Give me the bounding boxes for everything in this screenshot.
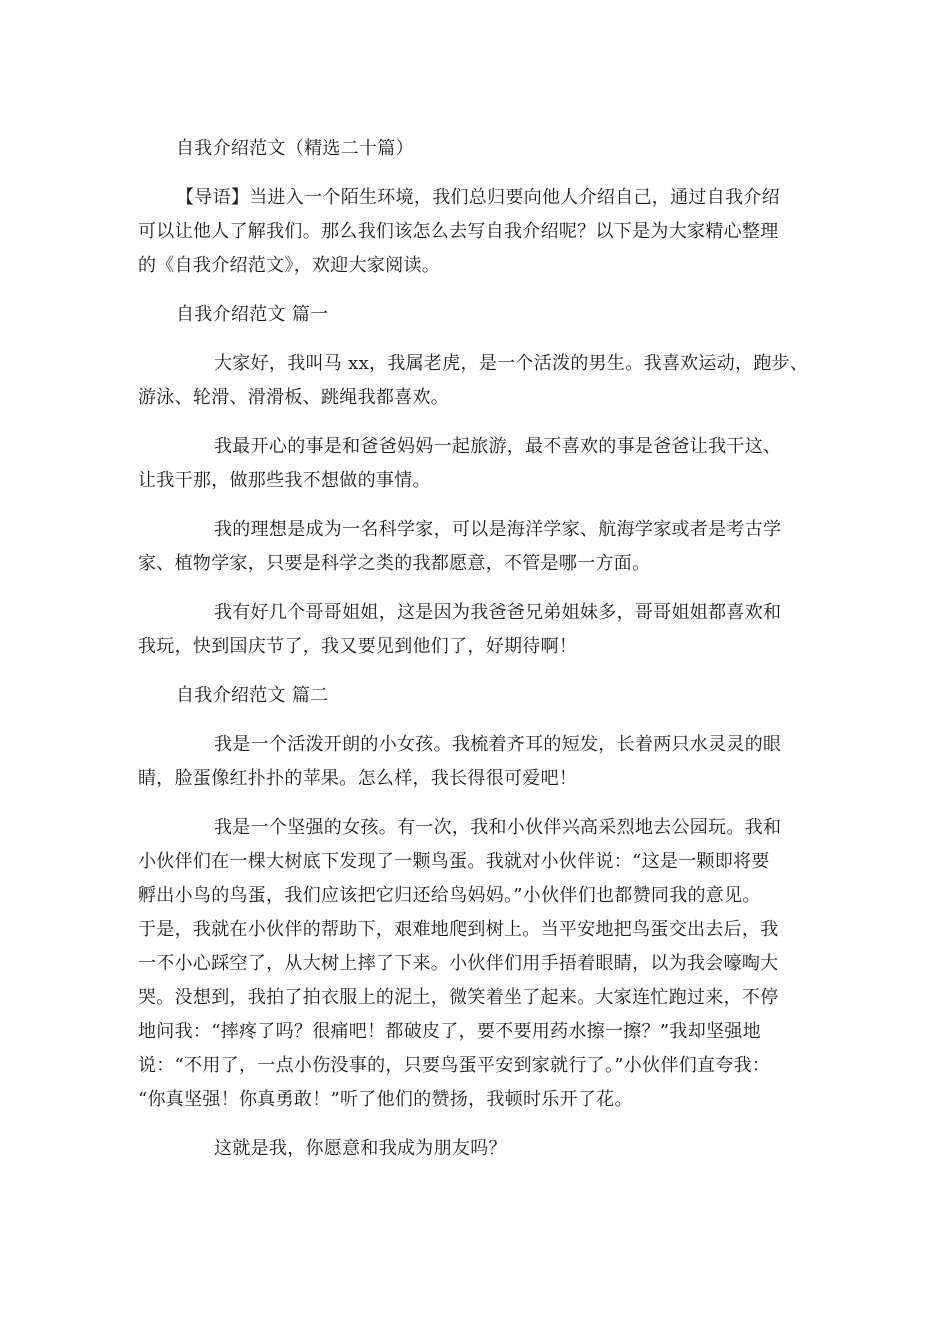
- paragraph-line: 这就是我，你愿意和我成为朋友吗？: [214, 1138, 507, 1159]
- intro-line: 【导语】当进入一个陌生环境，我们总归要向他人介绍自己，通过自我介绍: [176, 187, 780, 208]
- intro-paragraph: [138, 181, 810, 283]
- paragraph-line: 游泳、轮滑、滑滑板、跳绳我都喜欢。: [138, 387, 450, 408]
- document-title: 自我介绍范文（精选二十篇）: [176, 138, 414, 159]
- paragraph-line: 一不小心踩空了，从大树上摔了下来。小伙伴们用手捂着眼睛，以为我会嚎啕大: [138, 953, 779, 974]
- paragraph: [138, 596, 810, 664]
- paragraph: [138, 513, 810, 581]
- paragraph-line: 让我干那，做那些我不想做的事情。: [138, 470, 431, 491]
- paragraph-line: 家、植物学家，只要是科学之类的我都愿意，不管是哪一方面。: [138, 553, 651, 574]
- document-page: [138, 132, 810, 1181]
- intro-line: 可以让他人了解我们。那么我们该怎么去写自我介绍呢？以下是为大家精心整理: [138, 221, 779, 242]
- paragraph-line: 地问我：“摔疼了吗？很痛吧！都破皮了，要不要用药水擦一擦？”我却坚强地: [138, 1021, 761, 1042]
- paragraph-line: 睛，脸蛋像红扑扑的苹果。怎么样，我长得很可爱吧！: [138, 768, 578, 789]
- paragraph-line: 我是一个活泼开朗的小女孩。我梳着齐耳的短发，长着两只水灵灵的眼: [214, 734, 782, 755]
- paragraph-line: 我是一个坚强的女孩。有一次，我和小伙伴兴高采烈地去公园玩。我和: [214, 817, 782, 838]
- paragraph-line: 我玩，快到国庆节了，我又要见到他们了，好期待啊！: [138, 636, 578, 657]
- paragraph-line: 我有好几个哥哥姐姐，这是因为我爸爸兄弟姐妹多，哥哥姐姐都喜欢和: [214, 602, 782, 623]
- paragraph: [138, 347, 810, 415]
- paragraph-line: 大家好，我叫马 xx，我属老虎，是一个活泼的男生。我喜欢运动，跑步、: [214, 353, 809, 374]
- paragraph-line: 哭。没想到，我拍了拍衣服上的泥土，微笑着坐了起来。大家连忙跑过来，不停: [138, 987, 779, 1008]
- paragraph-line: 孵出小鸟的鸟蛋，我们应该把它归还给鸟妈妈。”小伙伴们也都赞同我的意见。: [138, 885, 761, 906]
- paragraph: [138, 430, 810, 498]
- intro-line: 的《自我介绍范文》，欢迎大家阅读。: [138, 255, 441, 276]
- section-heading-2: 自我介绍范文 篇二: [176, 685, 329, 706]
- section-heading-1: 自我介绍范文 篇一: [176, 304, 329, 325]
- paragraph-line: “你真坚强！你真勇敢！”听了他们的赞扬，我顿时乐开了花。: [138, 1089, 633, 1110]
- paragraph-line: 我最开心的事是和爸爸妈妈一起旅游，最不喜欢的事是爸爸让我干这、: [214, 436, 782, 457]
- paragraph-line: 小伙伴们在一棵大树底下发现了一颗鸟蛋。我就对小伙伴说：“这是一颗即将要: [138, 851, 770, 872]
- paragraph-line: 于是，我就在小伙伴的帮助下，艰难地爬到树上。当平安地把鸟蛋交出去后，我: [138, 919, 779, 940]
- paragraph: [138, 728, 810, 796]
- paragraph-line: 说：“不用了，一点小伤没事的，只要鸟蛋平安到家就行了。”小伙伴们直夸我：: [138, 1055, 771, 1076]
- paragraph: [138, 811, 810, 1117]
- paragraph: [138, 1132, 810, 1166]
- paragraph-line: 我的理想是成为一名科学家，可以是海洋学家、航海学家或者是考古学: [214, 519, 782, 540]
